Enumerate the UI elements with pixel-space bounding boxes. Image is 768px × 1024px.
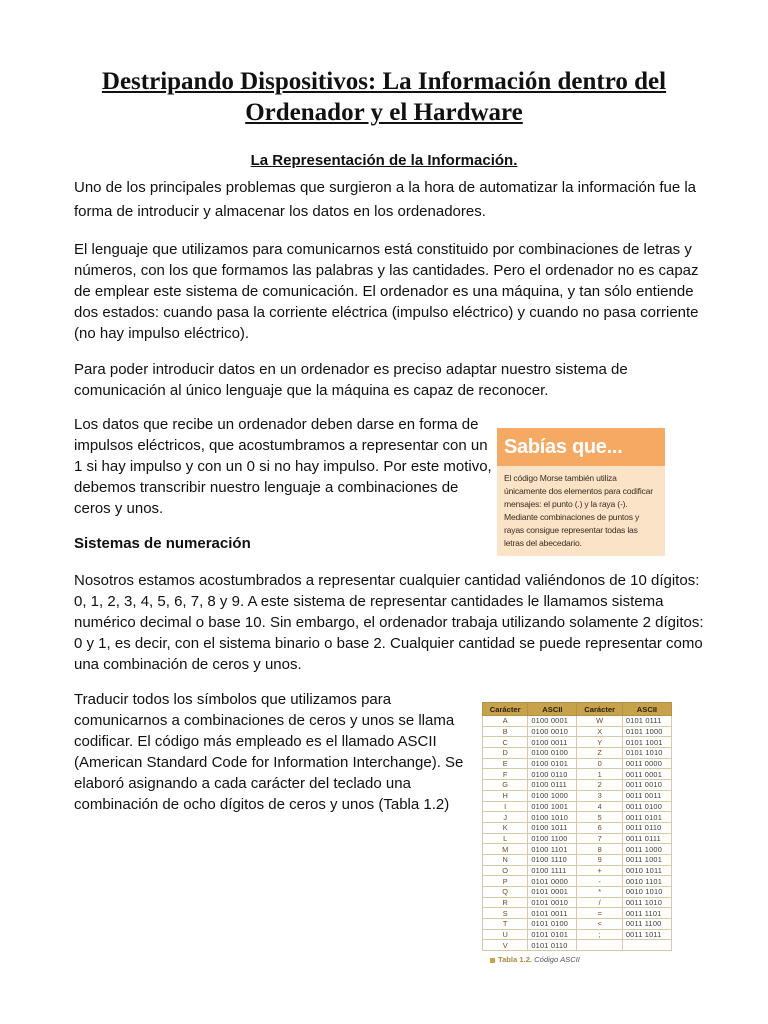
ascii-cell-code: 0101 0000 [528, 876, 577, 887]
ascii-cell-code: 0100 1000 [528, 790, 577, 801]
ascii-cell-code: 0011 1101 [622, 908, 671, 919]
table-row [483, 801, 672, 812]
ascii-cell-code: 0100 1010 [528, 812, 577, 823]
ascii-cell-character: F [483, 769, 528, 780]
ascii-cell-character: E [483, 758, 528, 769]
ascii-cell-character: P [483, 876, 528, 887]
table-row [483, 865, 672, 876]
ascii-cell-character: + [577, 865, 622, 876]
paragraph-lenguaje: El lenguaje que utilizamos para comunicarnos está constituido por combinaciones de letras y números, con los que formamos las palabras y las cantidades. Pero el ordenador no es capaz de emplear este sistema de comunicación. El ordenador es una máquina, y tan sólo entiende dos estados: cuando pasa la corriente eléctrica (impulso eléctrico) y cuando no pasa corriente (no hay impulso eléctrico). [74, 241, 699, 342]
table-row [483, 854, 672, 865]
table-row [483, 790, 672, 801]
ascii-cell-character: R [483, 897, 528, 908]
ascii-cell-code: 0011 1000 [622, 844, 671, 855]
sabias-que-text: El código Morse también utiliza únicamente dos elementos para codificar mensajes: el punto (.) y la raya (-). Mediante combinaciones de puntos y rayas consigue representar todas las letras del abecedario. [504, 473, 653, 548]
ascii-cell-code: 0101 0110 [528, 940, 577, 951]
ascii-cell-code: 0100 0001 [528, 716, 577, 727]
ascii-cell-code: 0100 1001 [528, 801, 577, 812]
table-row [483, 780, 672, 791]
ascii-header-code-2: ASCII [622, 703, 671, 716]
ascii-cell-character: Q [483, 887, 528, 898]
ascii-cell-character: 2 [577, 780, 622, 791]
ascii-cell-code: 0011 1100 [622, 919, 671, 930]
table-row [483, 897, 672, 908]
ascii-cell-character: 7 [577, 833, 622, 844]
ascii-cell-character: G [483, 780, 528, 791]
table-row [483, 737, 672, 748]
ascii-cell-code: 0100 0110 [528, 769, 577, 780]
ascii-cell-character: K [483, 822, 528, 833]
ascii-cell-character: Y [577, 737, 622, 748]
table-row [483, 769, 672, 780]
ascii-cell-character: S [483, 908, 528, 919]
ascii-table-body [483, 716, 672, 951]
ascii-cell-code: 0011 1001 [622, 854, 671, 865]
ascii-cell-code: 0011 0110 [622, 822, 671, 833]
ascii-cell-character: M [483, 844, 528, 855]
table-row [483, 940, 672, 951]
ascii-cell-code: 0010 1010 [622, 887, 671, 898]
ascii-cell-code: 0011 0100 [622, 801, 671, 812]
ascii-cell-code: 0010 1101 [622, 876, 671, 887]
table-row [483, 919, 672, 930]
ascii-cell-code: 0101 0111 [622, 716, 671, 727]
ascii-cell-code: 0100 0111 [528, 780, 577, 791]
ascii-cell-character: 6 [577, 822, 622, 833]
ascii-cell-code: 0011 1010 [622, 897, 671, 908]
ascii-cell-character: L [483, 833, 528, 844]
ascii-cell-code: 0100 1110 [528, 854, 577, 865]
table-row [483, 812, 672, 823]
ascii-cell-character: H [483, 790, 528, 801]
table-row [483, 887, 672, 898]
ascii-cell-code: 0100 0101 [528, 758, 577, 769]
ascii-cell-character: I [483, 801, 528, 812]
ascii-cell-character: 9 [577, 854, 622, 865]
table-row [483, 833, 672, 844]
ascii-cell-character: Z [577, 748, 622, 759]
paragraph-impulsos: Los datos que recibe un ordenador deben darse en forma de impulsos eléctricos, que acostumbramos a representar con un 1 si hay impulso y con un 0 si no hay impulso. Por este motivo, debemos transcribir nuestro lenguaje a combinaciones de ceros y unos. [74, 416, 492, 517]
ascii-cell-code: 0010 1011 [622, 865, 671, 876]
table-row [483, 929, 672, 940]
ascii-cell-character: W [577, 716, 622, 727]
table-row [483, 726, 672, 737]
caption-square-icon [490, 958, 495, 963]
ascii-cell-code: 0101 0010 [528, 897, 577, 908]
table-row [483, 716, 672, 727]
ascii-cell-code: 0101 1001 [622, 737, 671, 748]
ascii-cell-character: V [483, 940, 528, 951]
ascii-table-caption [490, 955, 672, 964]
ascii-cell-code: 0011 1011 [622, 929, 671, 940]
ascii-cell-character: 3 [577, 790, 622, 801]
ascii-cell-character: 1 [577, 769, 622, 780]
paragraph-adaptar: Para poder introducir datos en un ordenador es preciso adaptar nuestro sistema de comunicación al único lenguaje que la máquina es capaz de reconocer. [74, 361, 628, 399]
ascii-cell-character: = [577, 908, 622, 919]
caption-label: Tabla 1.2. [498, 955, 533, 965]
ascii-cell-character: / [577, 897, 622, 908]
heading-sistemas-numeracion: Sistemas de numeración [74, 535, 251, 552]
ascii-cell-character: 8 [577, 844, 622, 855]
ascii-cell-character: 5 [577, 812, 622, 823]
ascii-cell-character: 0 [577, 758, 622, 769]
section-subtitle: La Representación de la Información. [250, 152, 518, 169]
ascii-cell-code: 0100 0011 [528, 737, 577, 748]
document-title: Destripando Dispositivos: La Información dentro del Ordenador y el Hardware [101, 68, 667, 126]
sabias-que-header: Sabías que... [497, 428, 665, 466]
ascii-cell-character: * [577, 887, 622, 898]
table-row [483, 908, 672, 919]
table-row [483, 758, 672, 769]
ascii-cell-code: 0101 0101 [528, 929, 577, 940]
ascii-cell-character: - [577, 876, 622, 887]
ascii-cell-character: N [483, 854, 528, 865]
ascii-cell-code: 0100 1101 [528, 844, 577, 855]
ascii-cell-code: 0011 0011 [622, 790, 671, 801]
ascii-cell-code: 0100 0010 [528, 726, 577, 737]
ascii-cell-character: C [483, 737, 528, 748]
ascii-table-figure [482, 702, 672, 964]
ascii-cell-code: 0101 0001 [528, 887, 577, 898]
table-row [483, 876, 672, 887]
ascii-cell-code: 0011 0001 [622, 769, 671, 780]
ascii-cell-code: 0101 1010 [622, 748, 671, 759]
ascii-cell-character: T [483, 919, 528, 930]
ascii-cell-character: A [483, 716, 528, 727]
ascii-cell-character: O [483, 865, 528, 876]
ascii-cell-character: X [577, 726, 622, 737]
sabias-que-box [497, 428, 665, 556]
ascii-cell-code: 0101 1000 [622, 726, 671, 737]
ascii-cell-character: J [483, 812, 528, 823]
ascii-cell-code: 0100 1011 [528, 822, 577, 833]
ascii-cell-code: 0011 0111 [622, 833, 671, 844]
ascii-table [482, 702, 672, 951]
table-row [483, 822, 672, 833]
ascii-cell-character: 4 [577, 801, 622, 812]
ascii-cell-code: 0100 1100 [528, 833, 577, 844]
ascii-header-code-1: ASCII [528, 703, 577, 716]
paragraph-ascii: Traducir todos los símbolos que utilizamos para comunicarnos a combinaciones de ceros y unos se llama codificar. El código más empleado es el llamado ASCII (American Standard Code for Information Interchange). Se elaboró asignando a cada carácter del teclado una combinación de ocho dígitos de ceros y unos (Tabla 1.2) [74, 691, 464, 813]
ascii-header-character-2: Carácter [577, 703, 622, 716]
ascii-cell-character: < [577, 919, 622, 930]
ascii-cell-code: 0101 0011 [528, 908, 577, 919]
table-row [483, 844, 672, 855]
ascii-cell-code: 0011 0010 [622, 780, 671, 791]
ascii-cell-code [622, 940, 671, 951]
ascii-cell-code: 0011 0101 [622, 812, 671, 823]
ascii-cell-character: B [483, 726, 528, 737]
ascii-cell-code: 0100 0100 [528, 748, 577, 759]
ascii-header-character-1: Carácter [483, 703, 528, 716]
ascii-cell-code: 0101 0100 [528, 919, 577, 930]
ascii-cell-code: 0100 1111 [528, 865, 577, 876]
caption-text: Código ASCII [534, 955, 580, 965]
ascii-cell-code: 0011 0000 [622, 758, 671, 769]
paragraph-intro: Uno de los principales problemas que surgieron a la hora de automatizar la información fue la forma de introducir y almacenar los datos en los ordenadores. [74, 179, 697, 220]
ascii-table-header-row [483, 703, 672, 716]
table-row [483, 748, 672, 759]
ascii-cell-character: ; [577, 929, 622, 940]
ascii-cell-character [577, 940, 622, 951]
ascii-cell-character: U [483, 929, 528, 940]
ascii-cell-character: D [483, 748, 528, 759]
paragraph-numeracion: Nosotros estamos acostumbrados a representar cualquier cantidad valiéndonos de 10 dígitos: 0, 1, 2, 3, 4, 5, 6, 7, 8 y 9. A este sistema de representar cantidades le llamamos sistema numérico decimal o base 10. Sin embargo, el ordenador trabaja utilizando solamente 2 dígitos: 0 y 1, es decir, con el sistema binario o base 2. Cualquier cantidad se puede representar como una combinación de ceros y unos. [74, 572, 704, 673]
